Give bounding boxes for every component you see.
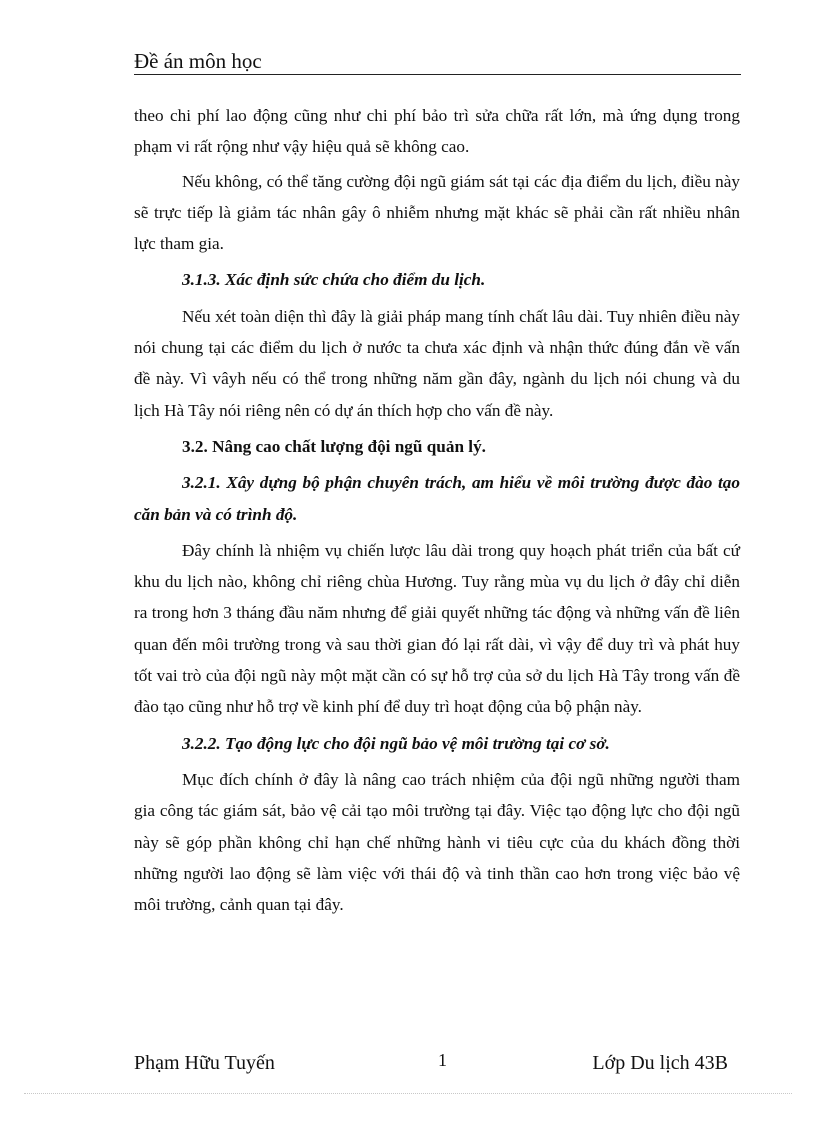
heading-3-2-1: 3.2.1. Xây dựng bộ phận chuyên trách, am hiểu về môi trường được đào tạo căn bản và có trình độ. xyxy=(134,473,740,524)
page-footer xyxy=(134,1050,728,1076)
header-divider xyxy=(134,74,741,75)
paragraph-carrying-capacity: Nếu xét toàn diện thì đây là giải pháp mang tính chất lâu dài. Tuy nhiên điều này nói chung tại các điểm du lịch ở nước ta chưa xác định và nhận thức đúng đắn về vấn đề này. Vì vâyh nếu có thể trong những năm gần đây, ngành du lịch nói chung và du lịch Hà Tây nói riêng nên có dự án thích hợp cho vấn đề này. xyxy=(134,306,740,420)
heading-3-1-3: 3.1.3. Xác định sức chứa cho điểm du lịch. xyxy=(182,270,486,290)
footer-author: Phạm Hữu Tuyến xyxy=(134,1052,275,1074)
heading-3-2: 3.2. Nâng cao chất lượng đội ngũ quản lý. xyxy=(182,436,486,456)
paragraph-continuation: theo chi phí lao động cũng như chi phí bảo trì sửa chữa rất lớn, mà ứng dụng trong phạm vi rất rộng như vậy hiệu quả sẽ không cao. xyxy=(134,106,740,157)
paragraph-motivation: Mục đích chính ở đây là nâng cao trách nhiệm của đội ngũ những người tham gia công tác giám sát, bảo vệ cải tạo môi trường tại đây. Việc tạo động lực cho đội ngũ này sẽ góp phần không chỉ hạn chế những hành vi tiêu cực của du khách đồng thời những người lao động sẽ làm việc với thái độ và tinh thần cao hơn trong việc bảo vệ môi trường, cảnh quan tại đây. xyxy=(134,769,740,915)
footer-class-name: Lớp Du lịch 43B xyxy=(592,1052,728,1074)
page-bottom-border xyxy=(24,1093,792,1094)
paragraph-specialized-unit: Đây chính là nhiệm vụ chiến lược lâu dài trong quy hoạch phát triển của bất cứ khu du lịch nào, không chỉ riêng chùa Hương. Tuy rằng mùa vụ du lịch ở đây chỉ diễn ra trong hơn 3 tháng đầu năm nhưng để giải quyết những tác động và những vấn đề liên quan đến môi trường trong và sau thời gian đó lại rất dài, vì vậy để duy trì và phát huy tốt vai trò của đội ngũ này một mặt cần có sự hỗ trợ của sở du lịch Hà Tây trong vấn đề đào tạo cũng như hỗ trợ về kinh phí để duy trì hoạt động của bộ phận này. xyxy=(134,540,740,717)
footer-page-number: 1 xyxy=(438,1050,447,1070)
page-header-title: Đề án môn học xyxy=(134,49,262,73)
paragraph-supervision: Nếu không, có thể tăng cường đội ngũ giám sát tại các địa điểm du lịch, điều này sẽ trực tiếp là giảm tác nhân gây ô nhiễm nhưng mặt khác sẽ phải cần rất nhiều nhân lực tham gia. xyxy=(134,171,740,254)
heading-3-2-2: 3.2.2. Tạo động lực cho đội ngũ bảo vệ môi trường tại cơ sở. xyxy=(182,733,610,753)
document-body xyxy=(134,100,740,920)
